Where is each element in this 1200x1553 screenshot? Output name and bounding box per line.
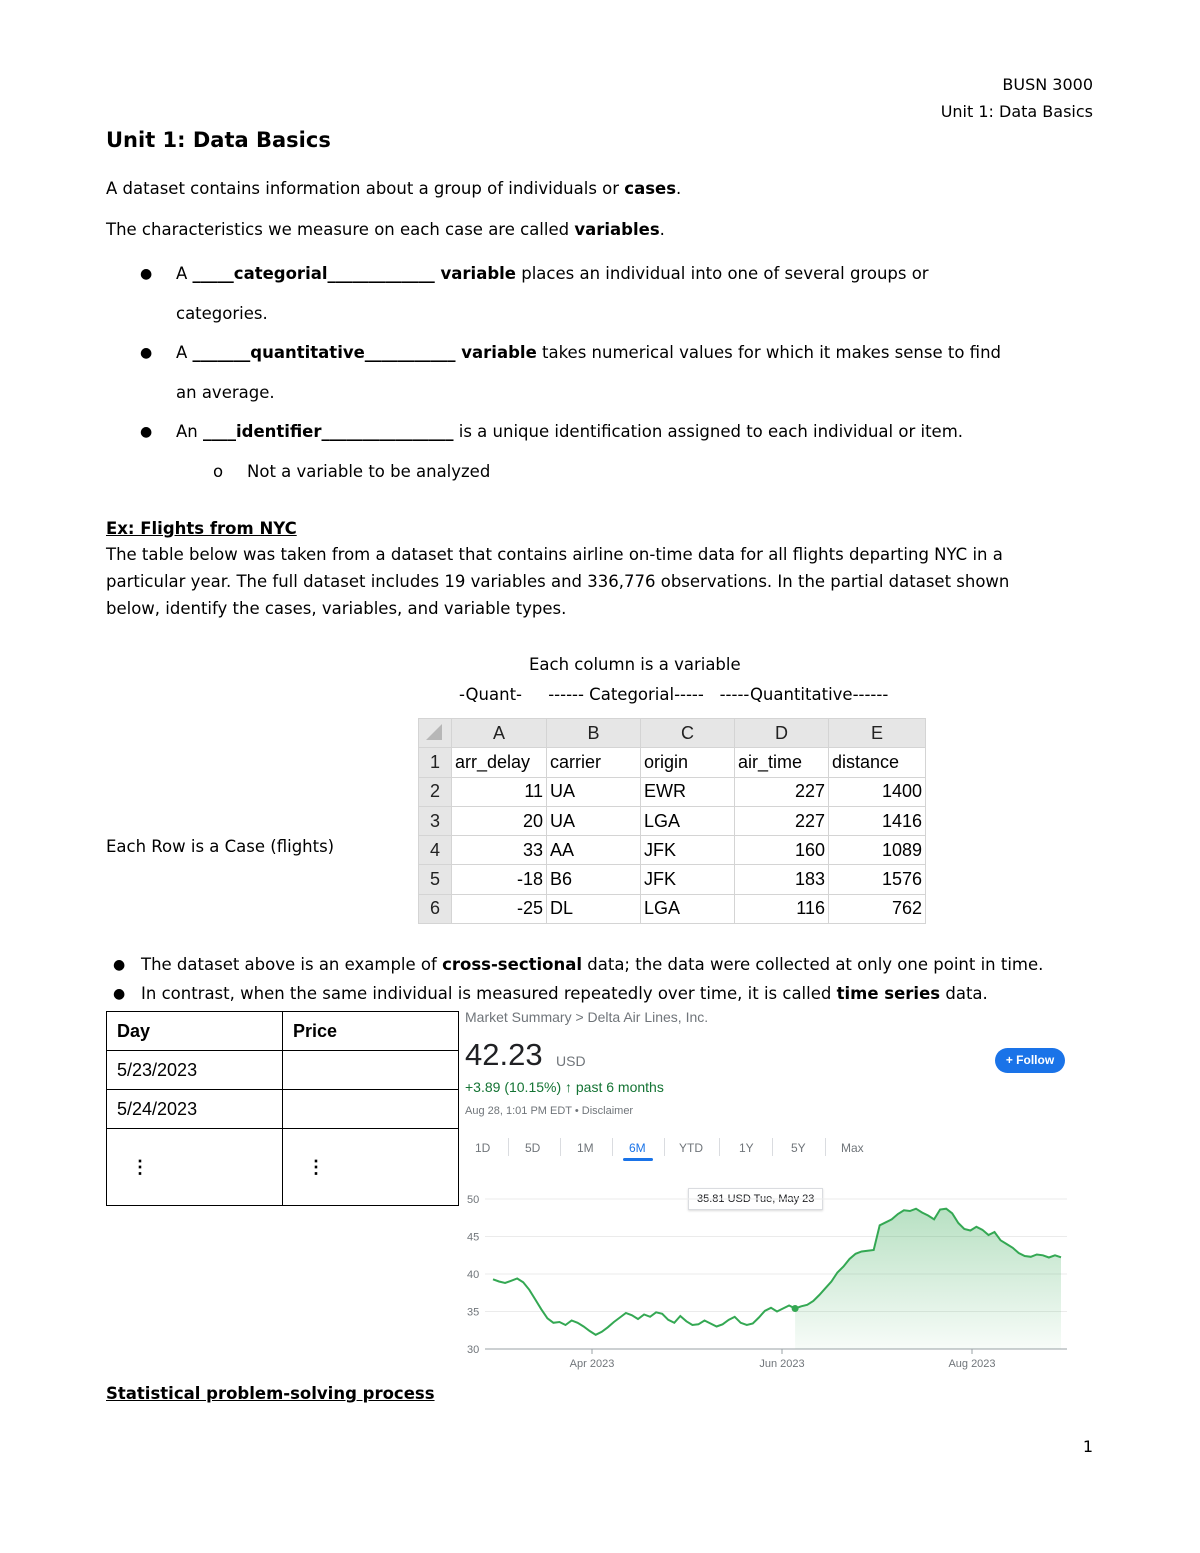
y-tick-label: 35 <box>467 1306 480 1319</box>
bullet-dot: ● <box>140 266 153 282</box>
flights-spreadsheet <box>418 718 926 924</box>
cell[interactable]: -18 <box>452 865 547 894</box>
cell[interactable]: 1089 <box>829 836 926 865</box>
chart-tooltip: 35.81 USD Tue, May 23 <box>688 1188 823 1210</box>
bullet-categorical: A _____categorial_____________ variable places an individual into one of several groups or <box>176 264 929 283</box>
intro-line-2: The characteristics we measure on each case are called variables. <box>106 220 665 239</box>
bullet-categorical-cont: categories. <box>176 304 268 323</box>
cell-header[interactable]: distance <box>829 748 926 777</box>
bullet-dot: ● <box>140 424 153 440</box>
row-header[interactable]: 2 <box>419 777 452 806</box>
cell[interactable]: -25 <box>452 894 547 923</box>
price-ellipsis: ⋮ <box>283 1129 459 1206</box>
intro-line-1: A dataset contains information about a group of individuals or cases. <box>106 179 682 198</box>
y-tick-label: 45 <box>467 1231 480 1244</box>
chart-area-fill <box>795 1209 1061 1349</box>
cell[interactable]: 183 <box>735 865 829 894</box>
cell[interactable]: 227 <box>735 806 829 835</box>
bullet-quantitative-cont: an average. <box>176 383 275 402</box>
stock-timestamp: Aug 28, 1:01 PM EDT • Disclaimer <box>465 1105 634 1117</box>
tab-1m[interactable]: 1M <box>577 1141 594 1155</box>
tab-1d[interactable]: 1D <box>475 1141 491 1155</box>
price-cell <box>283 1051 459 1090</box>
tab-1y[interactable]: 1Y <box>739 1141 754 1155</box>
row-header[interactable]: 1 <box>419 748 452 777</box>
column-header-e[interactable]: E <box>829 719 926 748</box>
cell[interactable]: 1576 <box>829 865 926 894</box>
section-heading: Statistical problem-solving process <box>106 1384 435 1403</box>
annotation-rows: Each Row is a Case (flights) <box>106 837 335 856</box>
cell[interactable]: B6 <box>547 865 641 894</box>
cell[interactable]: 116 <box>735 894 829 923</box>
sub-bullet-marker: o <box>213 462 224 481</box>
cell[interactable]: UA <box>547 806 641 835</box>
cell[interactable]: 227 <box>735 777 829 806</box>
column-header-d[interactable]: D <box>735 719 829 748</box>
cell[interactable]: JFK <box>641 865 735 894</box>
select-all-corner[interactable] <box>419 719 452 748</box>
cell[interactable]: 11 <box>452 777 547 806</box>
unit-label: Unit 1: Data Basics <box>940 102 1093 121</box>
stock-price: 42.23 <box>465 1037 543 1072</box>
cell[interactable]: UA <box>547 777 641 806</box>
cell[interactable]: 1416 <box>829 806 926 835</box>
note-time-series: In contrast, when the same individual is measured repeatedly over time, it is called time series data. <box>141 984 988 1003</box>
cell-header[interactable]: air_time <box>735 748 829 777</box>
chart-hover-marker <box>792 1305 799 1312</box>
bullet-quantitative: A _______quantitative___________ variable takes numerical values for which it makes sense to find <box>176 343 1001 362</box>
price-cell <box>283 1090 459 1129</box>
cell[interactable]: DL <box>547 894 641 923</box>
column-header-a[interactable]: A <box>452 719 547 748</box>
x-tick-label: Apr 2023 <box>569 1358 615 1370</box>
stock-widget <box>445 1005 1085 1375</box>
row-header[interactable]: 6 <box>419 894 452 923</box>
tab-max[interactable]: Max <box>841 1141 864 1155</box>
follow-button[interactable]: + Follow <box>995 1048 1065 1073</box>
bullet-dot: ● <box>113 957 126 973</box>
day-cell: 5/24/2023 <box>107 1090 283 1129</box>
day-price-table <box>106 1011 459 1206</box>
example-line-2: particular year. The full dataset includes 19 variables and 336,776 observations. In the partial dataset shown <box>106 572 1010 591</box>
cell[interactable]: 20 <box>452 806 547 835</box>
page-title: Unit 1: Data Basics <box>106 128 331 152</box>
x-tick-label: Jun 2023 <box>759 1358 805 1370</box>
day-header: Day <box>107 1012 283 1051</box>
cell-header[interactable]: origin <box>641 748 735 777</box>
price-header: Price <box>283 1012 459 1051</box>
day-cell: 5/23/2023 <box>107 1051 283 1090</box>
bullet-identifier: An ____identifier________________ is a unique identification assigned to each individual or item. <box>176 422 964 441</box>
cell-header[interactable]: carrier <box>547 748 641 777</box>
tab-6m[interactable]: 6M <box>629 1141 646 1155</box>
row-header[interactable]: 4 <box>419 836 452 865</box>
y-tick-label: 30 <box>467 1344 480 1356</box>
cell[interactable]: JFK <box>641 836 735 865</box>
annotation-columns: Each column is a variable <box>529 655 741 674</box>
y-tick-label: 50 <box>467 1194 480 1206</box>
tab-5y[interactable]: 5Y <box>791 1141 806 1155</box>
day-ellipsis: ⋮ <box>107 1129 283 1206</box>
note-cross-sectional: The dataset above is an example of cross-sectional data; the data were collected at only one point in time. <box>141 955 1044 974</box>
example-heading: Ex: Flights from NYC <box>106 519 297 538</box>
example-line-1: The table below was taken from a dataset that contains airline on-time data for all flights departing NYC in a <box>106 545 1003 564</box>
cell[interactable]: EWR <box>641 777 735 806</box>
cell[interactable]: AA <box>547 836 641 865</box>
page-number: 1 <box>1082 1437 1093 1456</box>
cell[interactable]: 1400 <box>829 777 926 806</box>
course-code: BUSN 3000 <box>1002 75 1093 94</box>
sub-bullet-text: Not a variable to be analyzed <box>247 462 491 481</box>
row-header[interactable]: 3 <box>419 806 452 835</box>
example-line-3: below, identify the cases, variables, and variable types. <box>106 599 567 618</box>
cell[interactable]: LGA <box>641 806 735 835</box>
tab-ytd[interactable]: YTD <box>679 1141 703 1155</box>
cell[interactable]: 33 <box>452 836 547 865</box>
bullet-dot: ● <box>140 345 153 361</box>
column-header-c[interactable]: C <box>641 719 735 748</box>
row-header[interactable]: 5 <box>419 865 452 894</box>
tab-5d[interactable]: 5D <box>525 1141 541 1155</box>
cell[interactable]: 160 <box>735 836 829 865</box>
stock-breadcrumb[interactable]: Market Summary > Delta Air Lines, Inc. <box>465 1009 709 1025</box>
cell[interactable]: LGA <box>641 894 735 923</box>
stock-currency: USD <box>556 1053 586 1069</box>
column-header-b[interactable]: B <box>547 719 641 748</box>
x-tick-label: Aug 2023 <box>948 1358 996 1370</box>
cell[interactable]: 762 <box>829 894 926 923</box>
bullet-dot: ● <box>113 986 126 1002</box>
cell-header[interactable]: arr_delay <box>452 748 547 777</box>
stock-change: +3.89 (10.15%) ↑ past 6 months <box>465 1079 664 1095</box>
annotation-types: -Quant- ------ Categorial----- -----Quantitative------ <box>459 685 889 704</box>
y-tick-label: 40 <box>467 1269 480 1281</box>
stock-chart[interactable] <box>445 1005 1085 1375</box>
